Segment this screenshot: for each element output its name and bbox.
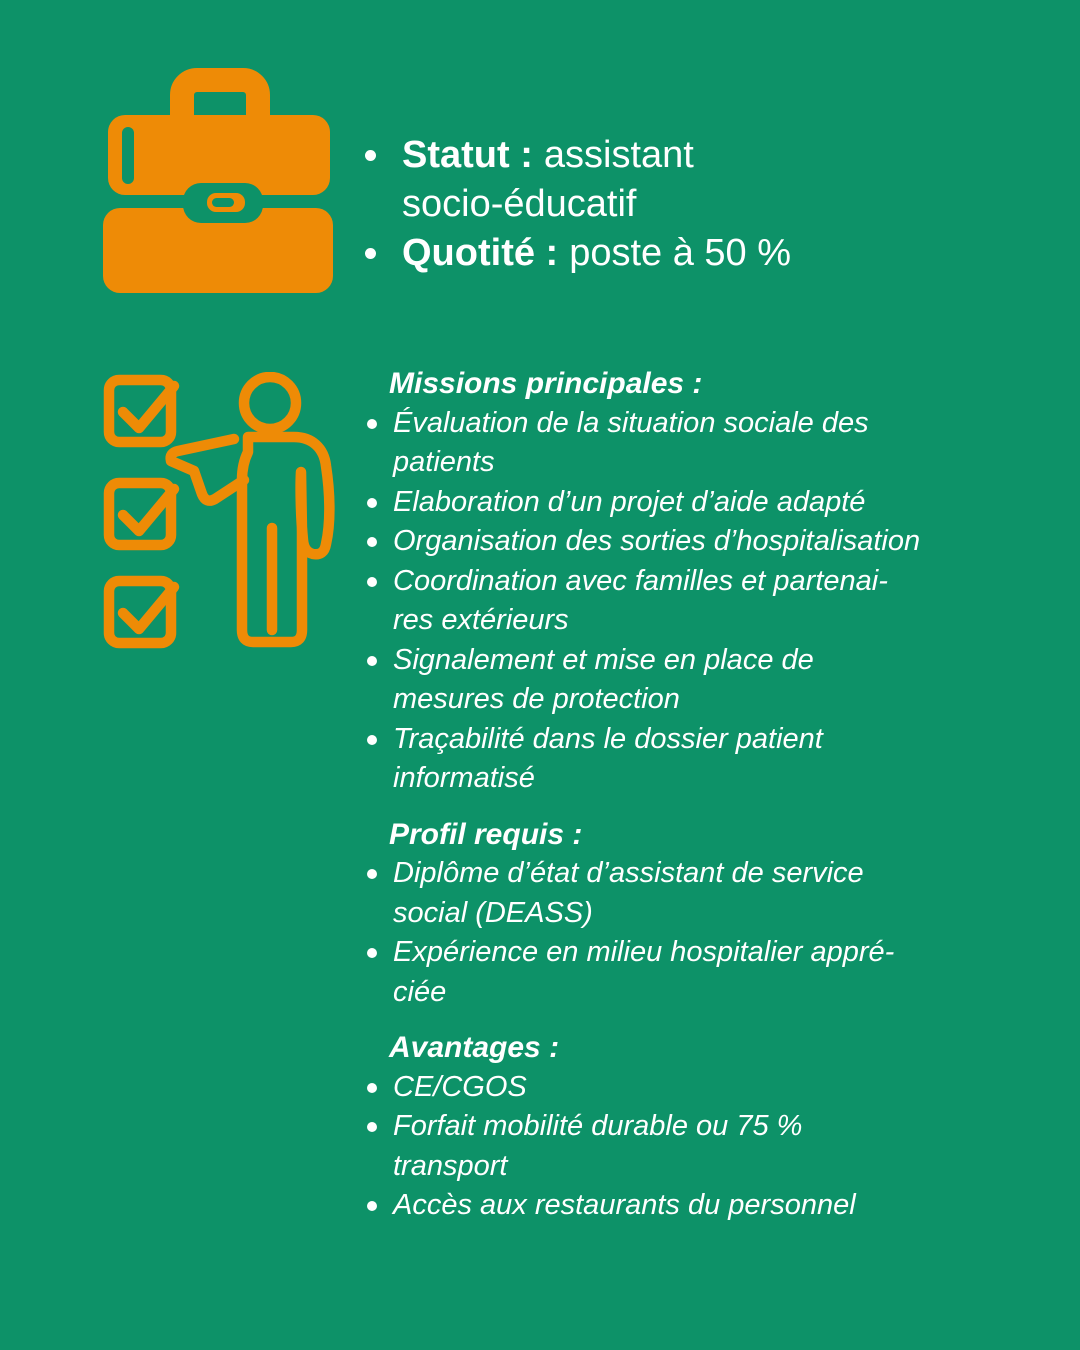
item-line: res extérieurs — [393, 604, 569, 636]
item-line: Expérience en milieu hospitalier appré- — [393, 936, 895, 968]
section-profil — [360, 815, 1020, 1013]
briefcase-slot — [122, 127, 134, 184]
item-line: Signalement et mise en place de — [393, 643, 814, 676]
summary-label: Statut : — [402, 134, 533, 176]
list-item — [360, 933, 1020, 1012]
summary-label: Quotité : — [402, 232, 559, 274]
list-item — [360, 641, 1020, 720]
summary-value-wrap: socio-éducatif — [402, 183, 637, 225]
item-line: Coordination avec familles et partenai- — [393, 564, 888, 597]
person-head — [244, 377, 296, 429]
bullet-dot-icon — [367, 1122, 377, 1132]
list-item — [360, 483, 1020, 523]
bullet-dot-icon — [367, 537, 377, 547]
bullet-dot-icon — [367, 498, 377, 508]
sections — [360, 364, 1020, 1226]
briefcase-icon — [103, 66, 333, 294]
item-line: transport — [393, 1149, 508, 1182]
bullet-dot-icon — [367, 419, 377, 429]
checklist-person-icon — [98, 372, 338, 657]
item-line: Elaboration d’un projet d’aide adapté — [393, 485, 866, 518]
section-heading: Profil requis : — [389, 817, 583, 851]
item-line: Organisation des sorties d’hospitalisation — [393, 525, 921, 557]
section-heading: Avantages : — [389, 1031, 560, 1064]
bullet-dot-icon — [367, 869, 377, 879]
section-missions — [360, 364, 1020, 799]
item-line: mesures de protection — [393, 683, 680, 715]
item-line: patients — [393, 446, 495, 478]
item-line: Forfait mobilité durable ou 75 % — [393, 1110, 803, 1142]
list-item — [360, 1068, 1020, 1108]
list-item — [360, 131, 1000, 229]
bullet-dot-icon — [365, 150, 376, 161]
section-heading: Missions principales : — [389, 367, 703, 400]
item-line: Évaluation de la situation sociale des — [393, 406, 869, 439]
list-item — [360, 562, 1020, 641]
list-item — [360, 720, 1020, 799]
item-line: social (DEASS) — [393, 896, 593, 929]
item-line: informatisé — [393, 762, 535, 794]
list-item — [360, 1107, 1020, 1186]
bullet-dot-icon — [365, 248, 376, 259]
bullet-dot-icon — [367, 656, 377, 666]
item-line: Diplôme d’état d’assistant de service — [393, 857, 864, 889]
bullet-dot-icon — [367, 1083, 377, 1093]
summary-value: assistant — [543, 134, 694, 176]
briefcase-icon-svg — [103, 66, 333, 294]
list-item — [360, 522, 1020, 562]
bullet-dot-icon — [367, 735, 377, 745]
person-body — [242, 437, 329, 642]
summary-value: poste à 50 % — [569, 232, 792, 274]
list-item — [360, 404, 1020, 483]
list-item — [360, 229, 1000, 278]
bullet-dot-icon — [367, 1201, 377, 1211]
checklist-person-icon-svg — [98, 372, 338, 657]
job-summary-list — [360, 131, 1000, 278]
briefcase-clasp-slot — [212, 198, 234, 207]
list-item — [360, 854, 1020, 933]
list-item — [360, 1186, 1020, 1226]
item-line: Traçabilité dans le dossier patient — [393, 722, 823, 755]
item-line: Accès aux restaurants du personnel — [393, 1189, 856, 1221]
bullet-dot-icon — [367, 577, 377, 587]
item-line: ciée — [393, 975, 447, 1008]
bullet-dot-icon — [367, 948, 377, 958]
person-arm — [171, 439, 244, 501]
item-line: CE/CGOS — [393, 1070, 527, 1103]
section-avantages — [360, 1028, 1020, 1226]
